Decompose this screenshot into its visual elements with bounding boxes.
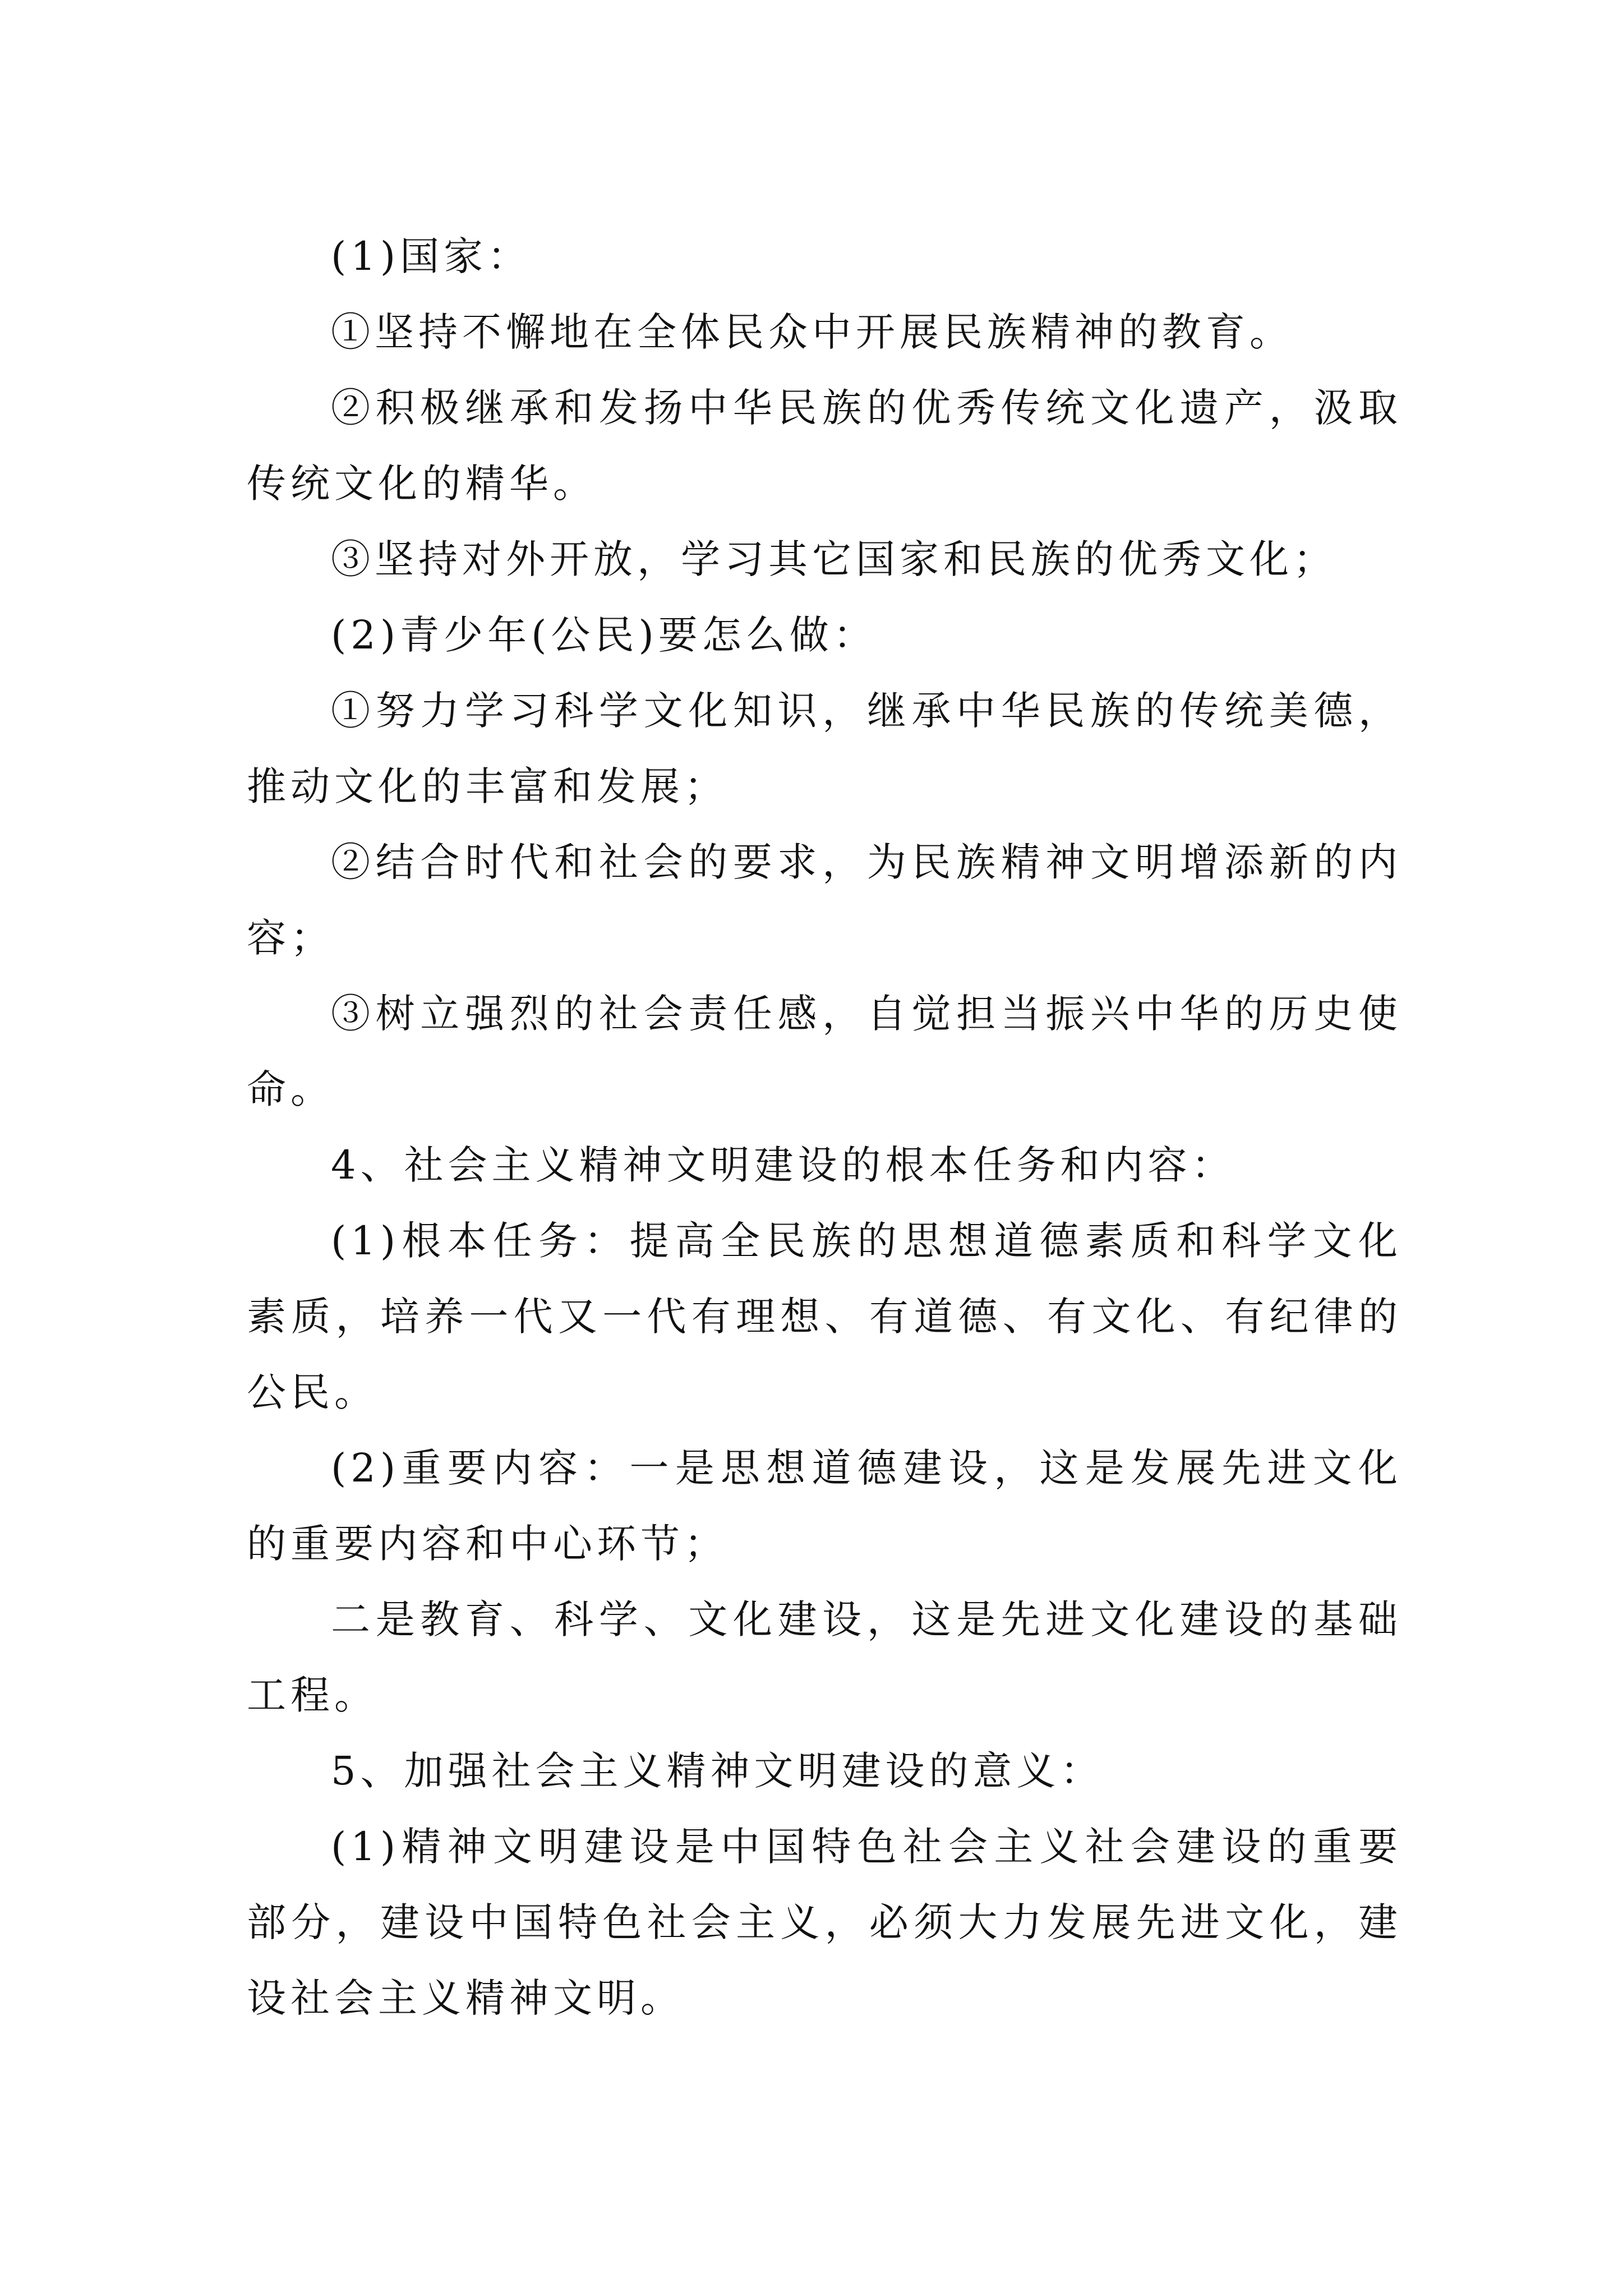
paragraph-youth: (2)青少年(公民)要怎么做： [331,612,877,658]
paragraph-country: (1)国家： [331,233,532,279]
paragraph-education-science: 二是教育、科学、文化建设，这是先进文化建设的基础工程。 [247,1596,1402,1718]
paragraph-significance-1: (1)精神文明建设是中国特色社会主义社会建设的重要部分，建设中国特色社会主义，必须大力发展先进文化，建设社会主义精神文明。 [247,1824,1402,2021]
paragraph-important-content: (2)重要内容：一是思想道德建设，这是发展先进文化的重要内容和中心环节； [247,1445,1402,1567]
paragraph-country-item-2: ②积极继承和发扬中华民族的优秀传统文化遗产，汲取传统文化的精华。 [247,385,1402,507]
document-body [247,219,1402,2036]
paragraph-country-item-3: ③坚持对外开放，学习其它国家和民族的优秀文化； [331,536,1337,582]
heading-section-4: 4、社会主义精神文明建设的根本任务和内容： [331,1142,1235,1188]
heading-section-5: 5、加强社会主义精神文明建设的意义： [331,1748,1104,1794]
paragraph-youth-item-1: ①努力学习科学文化知识，继承中华民族的传统美德，推动文化的丰富和发展； [247,688,1402,809]
paragraph-fundamental-task: (1)根本任务：提高全民族的思想道德素质和科学文化素质，培养一代又一代有理想、有道德、有文化、有纪律的公民。 [247,1218,1402,1415]
paragraph-country-item-1: ①坚持不懈地在全体民众中开展民族精神的教育。 [331,309,1293,355]
paragraph-youth-item-3: ③树立强烈的社会责任感，自觉担当振兴中华的历史使命。 [247,991,1402,1112]
paragraph-youth-item-2: ②结合时代和社会的要求，为民族精神文明增添新的内容； [247,839,1402,961]
